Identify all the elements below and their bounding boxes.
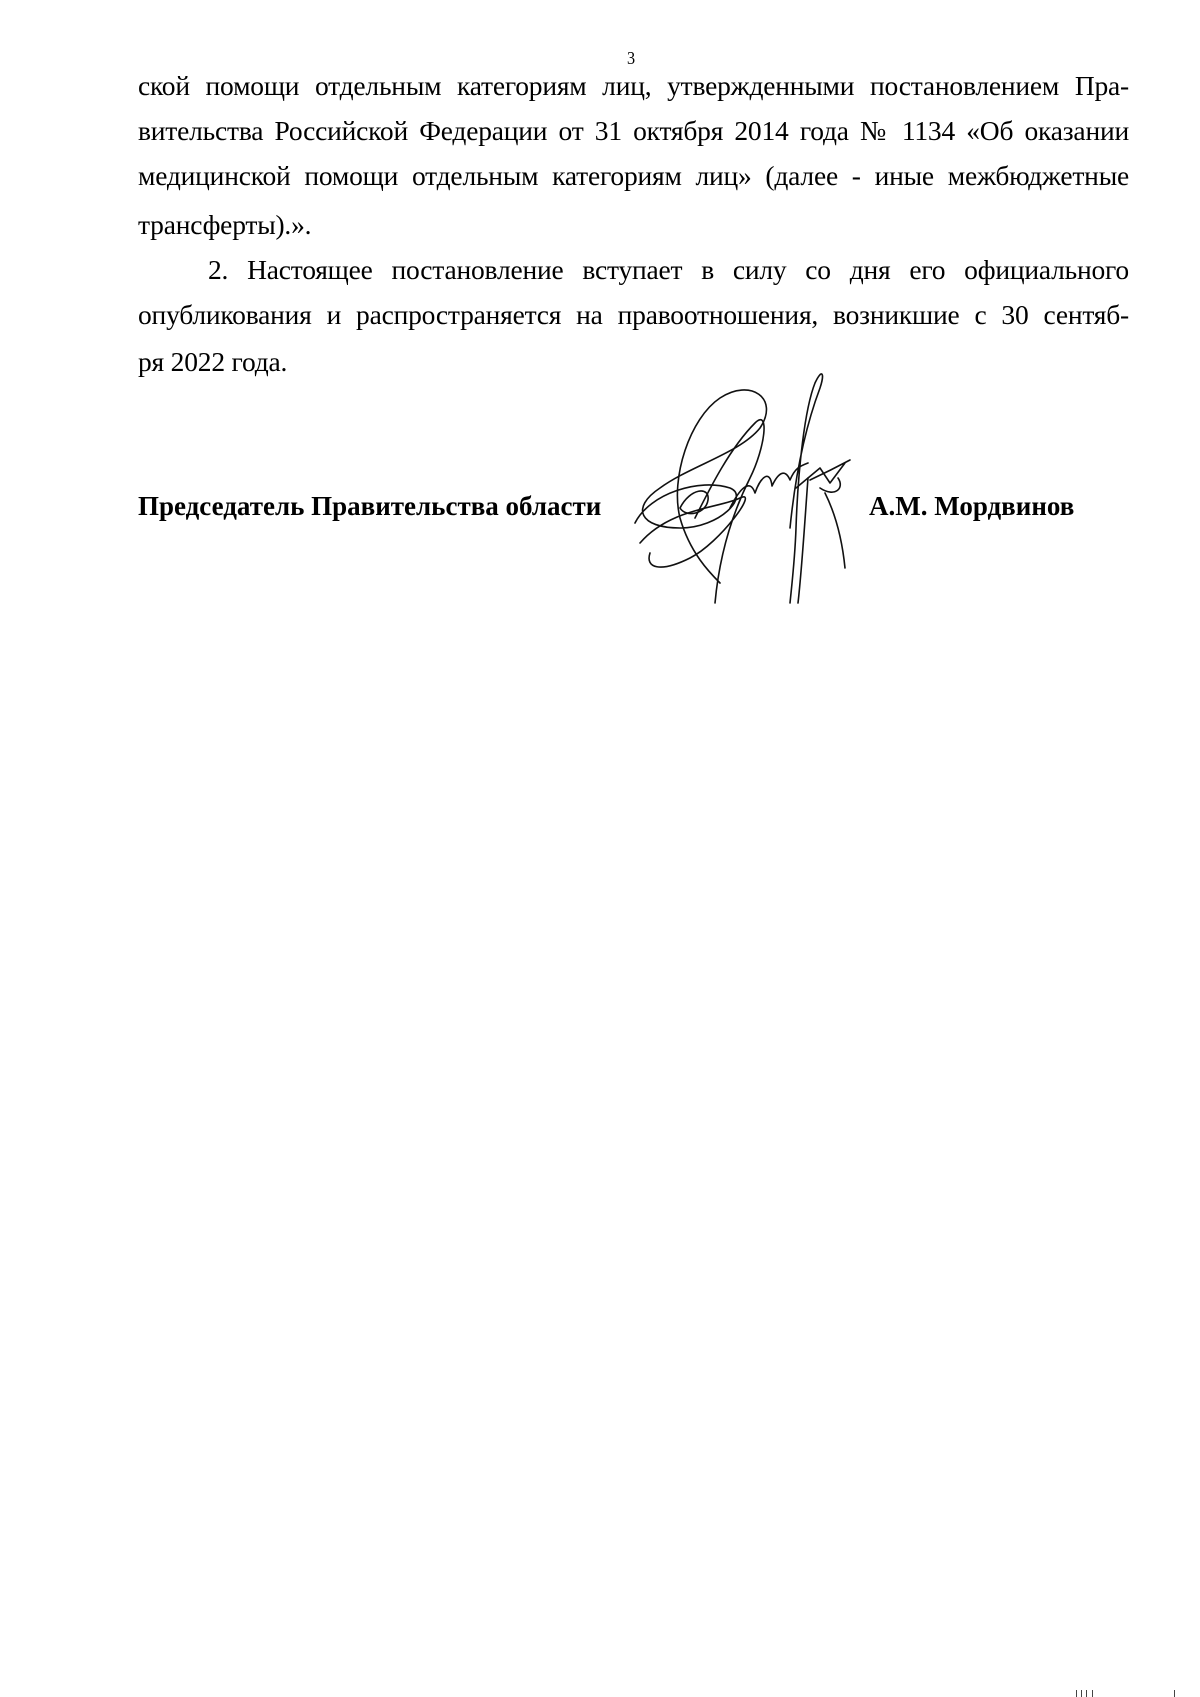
paragraph-1-line-1: ской помощи отдельным категориям лиц, утвержденными постановлением Пра- (138, 70, 1129, 101)
scan-marks (1076, 1690, 1186, 1697)
paragraph-2-line-3: ря 2022 года. (138, 346, 288, 377)
paragraph-2-line-2: опубликования и распространяется на правоотношения, возникшие с 30 сентяб- (138, 299, 1129, 330)
paragraph-1-line-4: трансферты).». (138, 209, 312, 240)
paragraph-2-line-1: 2. Настоящее постановление вступает в силу со дня его официального (208, 254, 1129, 285)
page-number: 3 (626, 48, 636, 68)
paragraph-1-line-3: медицинской помощи отдельным категориям лиц» (далее - иные межбюджетные (138, 160, 1129, 191)
signatory-name: А.М. Мордвинов (869, 491, 1075, 521)
paragraph-1-line-2: вительства Российской Федерации от 31 октября 2014 года № 1134 «Об оказании (138, 115, 1129, 146)
handwritten-signature-icon (620, 368, 920, 608)
signatory-title: Председатель Правительства области (138, 491, 602, 521)
